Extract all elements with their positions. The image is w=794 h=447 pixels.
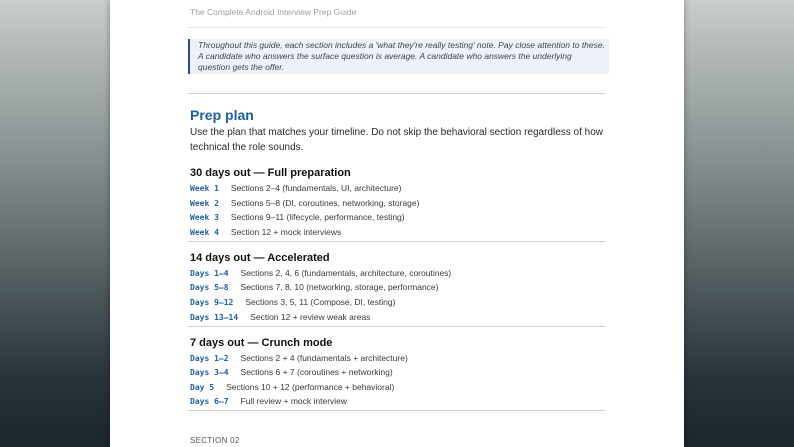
plan-row-label: Days 13–14	[190, 313, 239, 322]
header-divider	[188, 27, 605, 28]
plan-row-label: Days 1–2	[190, 354, 229, 363]
plan-row-label: Days 6–7	[190, 397, 229, 406]
plan-row-text: Sections 9–11 (lifecycle, performance, testing)	[230, 212, 405, 222]
plan-row	[190, 198, 419, 209]
plan-divider	[188, 410, 605, 411]
plan-row-text: Section 12 + review weak areas	[250, 312, 371, 322]
running-header: The Complete Android Interview Prep Guide	[190, 7, 357, 17]
plan-row-text: Sections 5–8 (DI, coroutines, networking, storage)	[230, 198, 420, 208]
plan-row	[190, 312, 370, 323]
plan-row-label: Days 1–4	[190, 269, 229, 278]
plan-row-text: Sections 2, 4, 6 (fundamentals, architecture, coroutines)	[240, 268, 452, 278]
plan-row-text: Sections 2–4 (fundamentals, UI, architecture)	[230, 183, 402, 193]
plan-row-text: Sections 7, 8, 10 (networking, storage, performance)	[240, 282, 439, 292]
plan-row-text: Sections 6 + 7 (coroutines + networking)	[240, 367, 393, 377]
section-heading: Prep plan	[190, 107, 254, 123]
plan-row-text: Sections 10 + 12 (performance + behavioral)	[226, 382, 395, 392]
plan-row-text: Sections 3, 5, 11 (Compose, DI, testing)	[245, 297, 396, 307]
plan-row-text: Full review + mock interview	[240, 396, 348, 406]
plan-divider	[188, 241, 605, 242]
plan-row	[190, 212, 405, 223]
plan-row-label: Days 9–12	[190, 298, 234, 307]
intro-paragraph: Use the plan that matches your timeline. Do not skip the behavioral section regardless of how technical the role sounds.	[190, 127, 603, 153]
plan-title-7-days: 7 days out — Crunch mode	[190, 337, 333, 349]
callout-note: Throughout this guide, each section includes a 'what they're really testing' note. Pay close attention to these. A candidate who answers the surface question is average. A candidate who answers the underlying question gets the offer.	[188, 39, 609, 74]
plan-row-label: Week 3	[190, 213, 219, 222]
plan-row	[190, 297, 395, 308]
plan-row	[190, 382, 394, 393]
plan-row	[190, 282, 439, 293]
plan-title-14-days: 14 days out — Accelerated	[190, 252, 330, 264]
plan-row	[190, 183, 401, 194]
document-page	[110, 0, 684, 447]
plan-row	[190, 353, 408, 364]
plan-row-label: Week 4	[190, 228, 219, 237]
plan-row-label: Week 1	[190, 184, 219, 193]
plan-row-label: Days 3–4	[190, 368, 229, 377]
plan-row-label: Days 5–8	[190, 283, 229, 292]
section-divider	[188, 93, 605, 94]
plan-row	[190, 227, 341, 238]
plan-row-text: Section 12 + mock interviews	[230, 227, 342, 237]
plan-row	[190, 268, 451, 279]
next-section-label: SECTION 02	[190, 436, 240, 445]
plan-title-30-days: 30 days out — Full preparation	[190, 167, 351, 179]
plan-row	[190, 367, 393, 378]
plan-row-label: Day 5	[190, 383, 215, 392]
plan-row-label: Week 2	[190, 199, 219, 208]
plan-divider	[188, 326, 605, 327]
plan-row	[190, 396, 347, 407]
plan-row-text: Sections 2 + 4 (fundamentals + architecture)	[240, 353, 408, 363]
